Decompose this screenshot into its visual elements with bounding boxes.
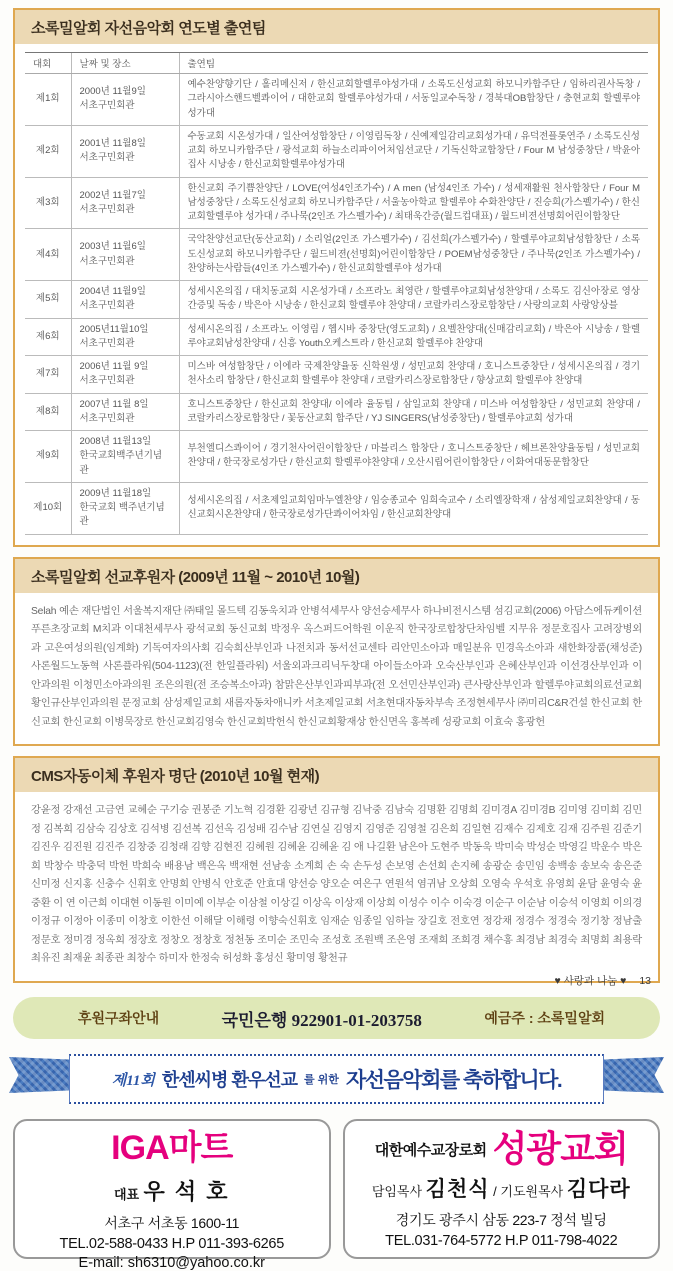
teams-cell: 성세시온의집 / 서초제일교회임마누엘찬양 / 임승종교수 임희숙교수 / 소리엘장학재 / 삼성제일교회찬양대 / 동신교회시온찬양대 / 한국장로성가단콰이어차임 / 한신교회찬양대 (179, 482, 648, 534)
round-cell: 제8회 (25, 393, 71, 431)
bank-account-label: 후원구좌안내 (78, 1010, 160, 1026)
column-header-round: 대회 (25, 53, 71, 74)
teams-cell: 한신교회 주기쁨찬양단 / LOVE(여성4인조가수) / A men (남성4인조 가수) / 성세재활원 천사합창단 / Four M 남성중창단 / 소록도신성교회 하모니카합주단 / 서울농아학교 할렐루야 수화찬양단 / 진승희(가스펠가수) / 한신교회할렐루야 성가대 / 주나묵(2인조 가스펠가수) / 최태욱간증(월드컵대표) / 월드비젼선명회어린이합창단 (179, 177, 648, 229)
table-row (25, 229, 648, 281)
ad-iga-role: 대표 (113, 1186, 140, 1202)
ad-church-denomination: 대한예수교장로회 (374, 1141, 487, 1159)
ad-church-role1: 담임목사 (371, 1184, 423, 1199)
performers-table (25, 52, 648, 535)
teams-cell: 호니스트중창단 / 한신교회 찬양대/ 이에라 율동팀 / 삼일교회 찬양대 / 미스바 여성합창단 / 성민교회 찬양대 / 코랄카리스장로합창단 / 꽃동산교회 합주단 / YJ SINGERS(남성중창단) / 할렐루야교회 성가대 (179, 393, 648, 431)
ribbon-left-icon (9, 1057, 77, 1093)
ad-church-pastor2: 김다라 (566, 1178, 631, 1201)
table-row (25, 177, 648, 229)
round-cell: 제7회 (25, 356, 71, 394)
footer-slogan: ♥ 사랑과 나눔 ♥ (554, 975, 627, 987)
date-venue-cell: 2007년 11월 8일 서초구민회관 (71, 393, 179, 431)
ad-church-role2: 기도원목사 (500, 1184, 564, 1199)
date-venue-cell: 2003년 11월6일 서초구민회관 (71, 229, 179, 281)
round-cell: 제6회 (25, 318, 71, 356)
round-cell: 제5회 (25, 281, 71, 319)
round-cell: 제3회 (25, 177, 71, 229)
teams-cell: 국악찬양선교단(동산교회) / 소리얼(2인조 가스펠가수) / 김선희(가스펠가수) / 할렐루야교회남성합창단 / 소록도신성교회 하모니카합주단 / 월드비젼(선명회)어린이합창단 / POEM남성중창단 / 주나묵(2인조 가스펠가수) / 찬양하는사람들(4인조 가스펠가수) / 한신교회할렐루야 성가대 (179, 229, 648, 281)
table-row (25, 431, 648, 483)
teams-cell: 미스바 여성합창단 / 이에라 국제찬양율동 신학원생 / 성민교회 찬양대 / 호니스트중창단 / 성세시온의집 / 경기천사소리 합창단 / 한신교회 할렐루야 찬양대 / 코랄카리스장로합창단 / 향상교회 할렐루야 찬양대 (179, 356, 648, 394)
table-row (25, 74, 648, 126)
teams-cell: 예수찬양향기단 / 홀리메신저 / 한신교회할렐루야성가대 / 소록도신성교회 하모니카합주단 / 임하리권사독창 / 그라시아스핸드벨콰이어 / 대한교회 할렐루야성가대 / 서동일교수독창 / 경북대OB합창단 / 충현교회 할렐루야성가대 (179, 74, 648, 126)
teams-cell: 부천엘디스콰이어 / 경기천사어린이합창단 / 마블리스 합창단 / 호니스트중창단 / 헤브론찬양율동팀 / 성민교회 찬양대 / 한국장로성가단 / 한신교회 할렐루야찬양대 / 오산시립어린이합창단 / 이화여대동문합창단 (179, 431, 648, 483)
column-header-teams: 출연팀 (179, 53, 648, 74)
cms-sponsors-body: 강윤정 강재선 고금연 교혜순 구기승 권봉준 기노혁 김경환 김광년 김규형 김낙중 김남숙 김명환 김명희 김미경A 김미경B 김미영 김미희 김민정 김복희 김삼숙 김상호 김석병 김선복 김선옥 김성배 김수남 김연실 김영지 김영준 김영철 김은희 김일현 김재수 김제호 김재 김주원 김준기 김진우 김진원 김진주 김창중 김청래 김향 김현진 김혜원 김혜윤 김혜윤 김 애 나길환 남은아 도현주 박동욱 박미숙 박성순 박영길 박운수 박은희 박창수 박충덕 박헌 박희숙 배용남 백은옥 백재현 선남송 소계희 손 숙 손두성 손보영 손선희 손지혜 송광순 송민임 송백송 송보숙 송은준 신미정 신지홍 신충수 신휘호 안명희 안병식 안호준 안효대 양선승 양오순 여은구 연원석 염귀남 오상희 오영숙 우석호 유영희 윤담 윤영숙 윤중환 이 연 이근희 이대현 이동원 이미예 이부순 이삼철 이상길 이상옥 이상재 이상희 이성수 이수 이숙경 이순구 이순남 이승석 이영희 이의경 이정규 이정아 이종미 이창호 이한선 이해달 이해령 이향숙신휘호 임재순 임종일 임하늘 장길호 전호연 정강채 정경수 정경숙 정기창 정남출 정문호 정미경 정옥희 정장호 정창오 정창호 정천동 조미순 조민숙 조성호 조원백 조은영 조재희 조희경 채수홍 최경남 최경숙 최명희 최용락 최유진 최재윤 최종관 최창수 하미자 한정숙 허성화 홍성신 황미영 황천규 (31, 805, 642, 965)
teams-cell: 성세시온의집 / 소프라노 이영림 / 헵시바 중창단(영도교회) / 요벨찬양대(신매감리교회) / 박은아 시낭송 / 할렐루야교회남성찬양대 / 신흥 Youth오케스트라 / 한신교회 할렐루야 찬양대 (179, 318, 648, 356)
table-row (25, 393, 648, 431)
date-venue-cell: 2001년 11월8일 서초구민회관 (71, 125, 179, 177)
cms-sponsors-section (13, 756, 660, 983)
date-venue-cell: 2008년 11월13일 한국교회백주년기념관 (71, 431, 179, 483)
ad-church-address: 경기도 광주시 삼동 223-7 정석 빌딩 (395, 1212, 607, 1228)
date-venue-cell: 2005년11월10일 서초구민회관 (71, 318, 179, 356)
teams-cell: 수동교회 시온성가대 / 일산여성합창단 / 이영림독창 / 신예제일감리교회성가대 / 유덕전플롯연주 / 소록도신성교회 하모니카합주단 / 광석교회 하늘소리파이어처임선교단 / 기독신학교합창단 / Four M 남성중창단 / 박윤아집사 시낭송 / 한신교회할렐루야성가대 (179, 125, 648, 177)
ad-iga-address: 서초구 서초동 1600-11 (104, 1214, 240, 1231)
banner-main-text-2: 자선음악회를 축하합니다. (345, 1069, 562, 1092)
banner-panel (69, 1054, 604, 1104)
ad-box-sungkwang-church (343, 1119, 661, 1259)
performers-section (13, 8, 660, 547)
mission-sponsors-body: Selah 예손 재단법인 서울복지재단 ㈜태일 몰드텍 김동욱치과 안병석세무사 양선승세무사 하나비전시스템 섬김교회(2006) 아담스에듀케이션 푸른초장교회 M치과 이대천세무사 광석교회 동신교회 박정우 옥스퍼드어학원 이운직 한국장로합창단차임벨 지무유 정문호집사 고려장병외과 고은여성의원(임계화) 기독여자의사회 김숙희산부인과 나전치과 동서선교센타 리안민소아과 매일분유 민경옥소아과 새한화장품(채성준) 사론월드노동혁 사론플라워(504-1123)(전 한일플라워) 서울외과크리닉두창대 아이들소아과 오숙산부인과 은혜산부인과 이선경산부인과 이안과의원 이청민소아과의원 조은의원(전 조승복소아과) 참맑은산부인과피부과(전 오선민산부인과) 큰사랑산부인과 할렐루야교회의료선교회 황인규산부인과의원 문정교회 삼성제일교회 새롬자동차애니카 서초제일교회 서초현대자동차부속 조정현세무사 ㈜미리C&R건설 한신교회 한신교회 한신교회 이병묵장로 한신교회김영숙 한신교회박헌식 한신교회황재상 한신면옥 홍복례 성광교회 이효숙 홍광헌 (31, 605, 642, 728)
table-row (25, 281, 648, 319)
ad-box-iga-mart (13, 1119, 331, 1271)
ad-row (13, 1119, 660, 1271)
performers-table-body (25, 74, 648, 535)
performers-section-title: 소록밀알회 자선음악회 연도별 출연팀 (15, 10, 658, 44)
ad-iga-name: 우 석 호 (143, 1178, 230, 1204)
page-footer (554, 973, 651, 988)
table-row (25, 356, 648, 394)
date-venue-cell: 2000년 11월9일 서초구민회관 (71, 74, 179, 126)
table-row (25, 318, 648, 356)
ad-iga-email: E-mail: sh6310@yahoo.co.kr (78, 1254, 265, 1271)
bank-account-bar (13, 997, 660, 1039)
ad-iga-title: IGA마트 (111, 1129, 233, 1167)
teams-cell: 성세시온의집 / 대치동교회 시온성가대 / 소프라노 최영란 / 할렐루야교회남성찬양대 / 소록도 김신아장로 영상간증및 독송 / 박은아 시낭송 / 한신교회 할렐루야 찬양대 / 코랄카리스장로합창단 / 사랑의교회 사랑앙상블 (179, 281, 648, 319)
banner-round-text: 제11회 (111, 1072, 155, 1089)
round-cell: 제4회 (25, 229, 71, 281)
banner-small-text: 를 위한 (304, 1074, 339, 1086)
ad-church-phone: TEL.031-764-5772 H.P 011-798-4022 (385, 1233, 618, 1249)
table-row (25, 125, 648, 177)
table-header-row (25, 53, 648, 74)
congratulation-banner (13, 1049, 660, 1111)
bank-account-number: 국민은행 922901-01-203758 (221, 1010, 422, 1030)
ad-church-title: 성광교회 (492, 1128, 628, 1169)
ribbon-right-icon (596, 1057, 664, 1093)
date-venue-cell: 2009년 11월18일 한국교회 백주년기념관 (71, 482, 179, 534)
round-cell: 제10회 (25, 482, 71, 534)
ad-church-heading (351, 1128, 653, 1169)
cms-sponsors-title: CMS자동이체 후원자 명단 (2010년 10월 현재) (15, 758, 658, 792)
banner-main-text-1: 한센씨병 환우선교 (161, 1070, 297, 1090)
ad-church-pastor1: 김천식 (425, 1178, 490, 1201)
date-venue-cell: 2006년 11월 9일 서초구민회관 (71, 356, 179, 394)
mission-sponsors-section (13, 557, 660, 747)
date-venue-cell: 2004년 11월9일 서초구민회관 (71, 281, 179, 319)
mission-sponsors-title: 소록밀알회 선교후원자 (2009년 11월 ~ 2010년 10월) (15, 559, 658, 593)
round-cell: 제9회 (25, 431, 71, 483)
ad-iga-representative (21, 1175, 323, 1206)
column-header-date: 날짜 및 장소 (71, 53, 179, 74)
table-row (25, 482, 648, 534)
page-number: 13 (639, 975, 651, 987)
ad-iga-phone: TEL.02-588-0433 H.P 011-393-6265 (59, 1235, 284, 1252)
ad-church-separator: / (493, 1184, 497, 1199)
round-cell: 제2회 (25, 125, 71, 177)
bank-account-holder: 예금주 : 소록밀알회 (484, 1010, 605, 1026)
date-venue-cell: 2002년 11월7일 서초구민회관 (71, 177, 179, 229)
round-cell: 제1회 (25, 74, 71, 126)
ad-church-pastors (351, 1173, 653, 1203)
